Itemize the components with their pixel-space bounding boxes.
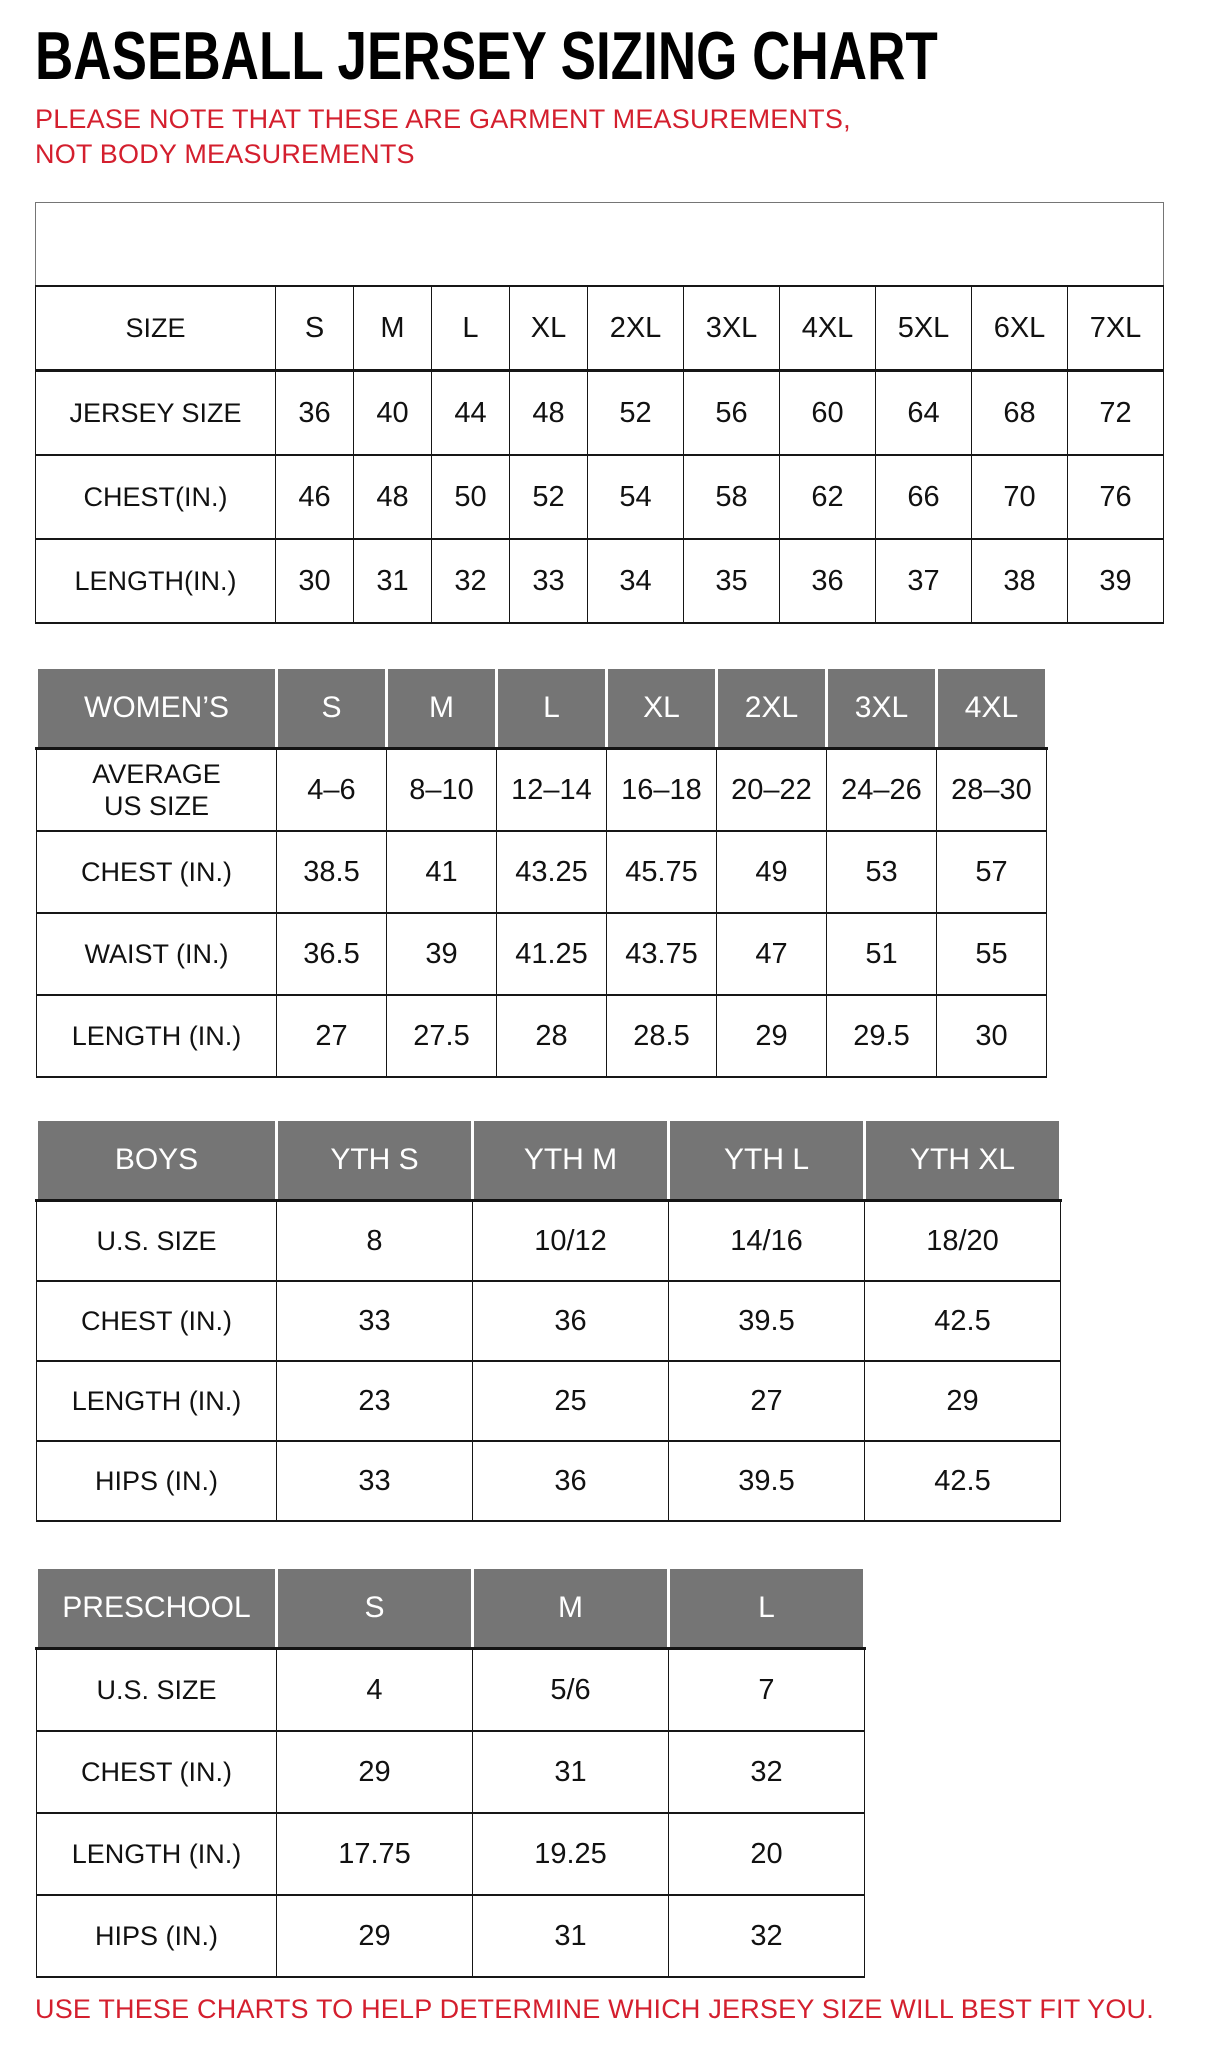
table-cell: 24–26 [827,749,937,832]
row-label: WAIST (IN.) [37,913,277,995]
table-cell: 20–22 [717,749,827,832]
column-header: 4XL [937,668,1047,749]
table-row [37,1361,1061,1441]
table-cell: 18/20 [865,1201,1061,1282]
row-label [37,749,277,832]
womens-table [35,666,1048,1078]
table-cell: 44 [432,371,510,456]
table-cell: 4 [277,1649,473,1732]
table-cell: 36 [473,1281,669,1361]
table-row [37,995,1047,1077]
column-header: 3XL [827,668,937,749]
table-header-row [37,668,1047,749]
table-cell: 39.5 [669,1281,865,1361]
table-cell: 8 [277,1201,473,1282]
table-cell: 10/12 [473,1201,669,1282]
row-label: HIPS (IN.) [37,1895,277,1977]
row-label: HIPS (IN.) [37,1441,277,1521]
table-cell: 36 [473,1441,669,1521]
table-cell: 58 [684,455,780,539]
table-cell: M [354,286,432,371]
table-cell: 20 [669,1813,865,1895]
column-header: WOMEN’S [37,668,277,749]
page-title: BASEBALL JERSEY SIZING CHART [35,18,938,94]
table-cell: 4–6 [277,749,387,832]
row-label: JERSEY SIZE [36,371,276,456]
table-row [37,913,1047,995]
table-cell: 29.5 [827,995,937,1077]
column-header: PRESCHOOL [37,1568,277,1649]
table-cell: 32 [432,539,510,623]
table-cell: 6XL [972,286,1068,371]
table-cell: 64 [876,371,972,456]
table-row [37,1201,1061,1282]
table-header-row [37,1568,865,1649]
table-cell: 39.5 [669,1441,865,1521]
row-label-text: AVERAGE US SIZE [92,758,221,822]
table-cell: 29 [277,1895,473,1977]
preschool-table [35,1566,866,1978]
table-cell: 52 [588,371,684,456]
table-cell: 5XL [876,286,972,371]
table-row [37,1895,865,1977]
table-cell: 7 [669,1649,865,1732]
table-cell: 36 [780,539,876,623]
table-cell: 54 [588,455,684,539]
table-cell: 29 [865,1361,1061,1441]
table-row [37,1731,865,1813]
table-cell: 47 [717,913,827,995]
row-label: LENGTH (IN.) [37,1813,277,1895]
table-cell: 52 [510,455,588,539]
table-cell: 62 [780,455,876,539]
table-cell: 42.5 [865,1281,1061,1361]
table-cell: 60 [780,371,876,456]
row-label: U.S. SIZE [37,1201,277,1282]
column-header: XL [607,668,717,749]
table-cell: 38 [972,539,1068,623]
table-header-row [37,1120,1061,1201]
table-cell: 68 [972,371,1068,456]
table-row [36,455,1164,539]
row-label: SIZE [36,286,276,371]
table-cell: 17.75 [277,1813,473,1895]
table-cell: 55 [937,913,1047,995]
table-cell: 48 [354,455,432,539]
table-cell: 16–18 [607,749,717,832]
column-header: L [669,1568,865,1649]
table-cell: S [276,286,354,371]
table-cell: 8–10 [387,749,497,832]
table-cell: 27 [277,995,387,1077]
column-header: 2XL [717,668,827,749]
table-cell: 28.5 [607,995,717,1077]
table-cell: 50 [432,455,510,539]
table-cell: 41.25 [497,913,607,995]
table-cell: 51 [827,913,937,995]
table-cell: 4XL [780,286,876,371]
table-cell: 40 [354,371,432,456]
table-cell: 36 [276,371,354,456]
table-cell: 70 [972,455,1068,539]
table-cell: 37 [876,539,972,623]
table-cell: 46 [276,455,354,539]
table-cell: 31 [473,1731,669,1813]
table-row [37,831,1047,913]
row-label: LENGTH (IN.) [37,995,277,1077]
table-cell: 43.25 [497,831,607,913]
table-row [36,203,1164,287]
table-cell: 28 [497,995,607,1077]
column-header: M [473,1568,669,1649]
table-cell: 57 [937,831,1047,913]
table-cell: 31 [354,539,432,623]
table-cell: 38.5 [277,831,387,913]
table-cell: 25 [473,1361,669,1441]
table-cell: 56 [684,371,780,456]
table-row [36,539,1164,623]
table-cell: 29 [277,1731,473,1813]
table-cell: 27.5 [387,995,497,1077]
table-row [37,1813,865,1895]
table-row [37,1281,1061,1361]
table-cell: 49 [717,831,827,913]
table-cell: 28–30 [937,749,1047,832]
table-cell: 27 [669,1361,865,1441]
table-row [36,371,1164,456]
table-cell: 66 [876,455,972,539]
row-label: CHEST(IN.) [36,455,276,539]
row-label: LENGTH (IN.) [37,1361,277,1441]
table-cell: 45.75 [607,831,717,913]
table-cell: 36.5 [277,913,387,995]
column-header: S [277,668,387,749]
column-header: YTH XL [865,1120,1061,1201]
table-cell: 43.75 [607,913,717,995]
row-label: CHEST (IN.) [37,831,277,913]
mens-table [35,202,1164,624]
table-cell: L [432,286,510,371]
table-row [36,286,1164,371]
table-cell: XL [510,286,588,371]
garment-measurements-note: PLEASE NOTE THAT THESE ARE GARMENT MEASUREMENTS, NOT BODY MEASUREMENTS [35,104,851,170]
table-cell: 31 [473,1895,669,1977]
boys-table [35,1118,1062,1522]
table-cell: 23 [277,1361,473,1441]
table-cell: 3XL [684,286,780,371]
column-header: L [497,668,607,749]
mens-table-banner: MEN’S AUTHENTIC JERSEYS [36,203,1164,287]
table-cell: 41 [387,831,497,913]
table-cell: 12–14 [497,749,607,832]
table-cell: 72 [1068,371,1164,456]
table-cell: 19.25 [473,1813,669,1895]
fit-advice-note: USE THESE CHARTS TO HELP DETERMINE WHICH JERSEY SIZE WILL BEST FIT YOU. [35,1994,1154,2025]
row-label: CHEST (IN.) [37,1731,277,1813]
table-cell: 53 [827,831,937,913]
table-cell: 33 [277,1281,473,1361]
table-cell: 42.5 [865,1441,1061,1521]
table-cell: 5/6 [473,1649,669,1732]
table-cell: 2XL [588,286,684,371]
table-cell: 39 [1068,539,1164,623]
table-cell: 29 [717,995,827,1077]
row-label: LENGTH(IN.) [36,539,276,623]
table-cell: 34 [588,539,684,623]
column-header: BOYS [37,1120,277,1201]
column-header: YTH L [669,1120,865,1201]
table-cell: 7XL [1068,286,1164,371]
table-cell: 76 [1068,455,1164,539]
row-label: U.S. SIZE [37,1649,277,1732]
row-label: CHEST (IN.) [37,1281,277,1361]
table-row [37,1649,865,1732]
column-header: YTH M [473,1120,669,1201]
column-header: YTH S [277,1120,473,1201]
table-row [37,1441,1061,1521]
table-cell: 32 [669,1731,865,1813]
table-cell: 48 [510,371,588,456]
column-header: S [277,1568,473,1649]
table-cell: 30 [276,539,354,623]
table-row [37,749,1047,832]
table-cell: 35 [684,539,780,623]
table-cell: 33 [277,1441,473,1521]
table-cell: 30 [937,995,1047,1077]
column-header: M [387,668,497,749]
table-cell: 14/16 [669,1201,865,1282]
table-cell: 32 [669,1895,865,1977]
table-cell: 39 [387,913,497,995]
table-cell: 33 [510,539,588,623]
